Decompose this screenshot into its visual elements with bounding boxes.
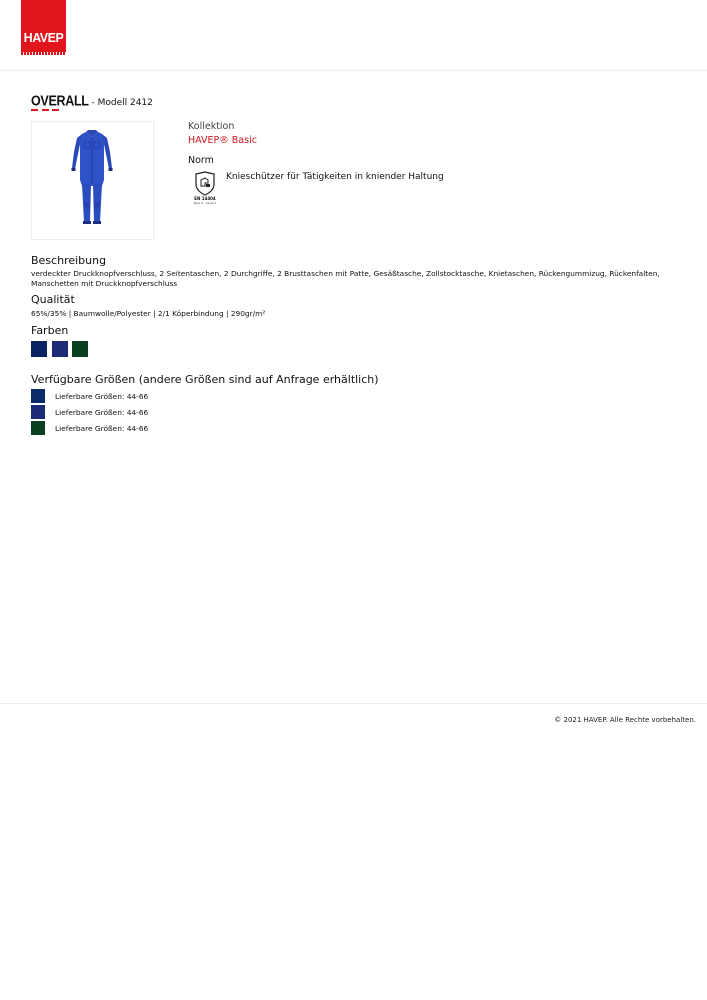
- norm-item: [188, 169, 668, 209]
- footer-divider: [0, 703, 707, 704]
- norm-icon-title: EN 14404: [194, 196, 216, 201]
- logo-text: HAVEP: [23, 31, 64, 45]
- quality-title: Qualität: [31, 293, 75, 306]
- collection-link[interactable]: HAVEP® Basic: [188, 135, 257, 146]
- size-color-swatch: [31, 405, 45, 419]
- sizes-title: Verfügbare Größen (andere Größen sind auf Anfrage erhältlich): [31, 373, 379, 386]
- colors-title: Farben: [31, 324, 69, 337]
- havep-logo[interactable]: [21, 0, 66, 55]
- size-row: [31, 389, 431, 405]
- product-title-main: OVERALL: [31, 92, 89, 110]
- size-row: [31, 405, 431, 421]
- footer-copyright: © 2021 HAVEP. Alle Rechte vorbehalten.: [554, 716, 696, 724]
- size-row: [31, 421, 431, 437]
- size-text: Lieferbare Größen: 44-66: [55, 424, 149, 433]
- size-text: Lieferbare Größen: 44-66: [55, 408, 149, 417]
- title-underline-dashes: [31, 109, 59, 111]
- blue-coverall-image: [32, 122, 153, 239]
- size-text: Lieferbare Größen: 44-66: [55, 392, 149, 401]
- product-info: [188, 121, 668, 209]
- description-title: Beschreibung: [31, 254, 107, 267]
- norm-label: Norm: [188, 155, 214, 166]
- knee-protection-shield-icon: [190, 171, 220, 207]
- sizes-list: [31, 389, 431, 437]
- size-color-swatch: [31, 389, 45, 403]
- product-image[interactable]: [31, 121, 154, 240]
- quality-text: 65%/35% | Baumwolle/Polyester | 2/1 Köperbindung | 290gr/m²: [31, 309, 266, 318]
- color-swatch[interactable]: [31, 341, 47, 357]
- description-text: verdeckter Druckknopfverschluss, 2 Seitentaschen, 2 Durchgriffe, 2 Brusttaschen mit Patte, Gesäßtasche, Zollstocktasche, Knietaschen, Rückengummizug, Rückenfalten, Manschetten mit Druckknopfverschluss: [31, 269, 660, 288]
- product-title-model: - Modell 2412: [88, 98, 153, 108]
- product-title: [31, 93, 153, 110]
- logo-fringe: [21, 52, 66, 55]
- page-header: [0, 0, 707, 71]
- norm-icon-subtitle: Type 2 · Level 1: [193, 201, 217, 205]
- size-color-swatch: [31, 421, 45, 435]
- norm-description: Knieschützer für Tätigkeiten in kniender Haltung: [226, 172, 444, 182]
- collection-label: Kollektion: [188, 121, 235, 132]
- color-swatch[interactable]: [52, 341, 68, 357]
- color-swatch[interactable]: [72, 341, 88, 357]
